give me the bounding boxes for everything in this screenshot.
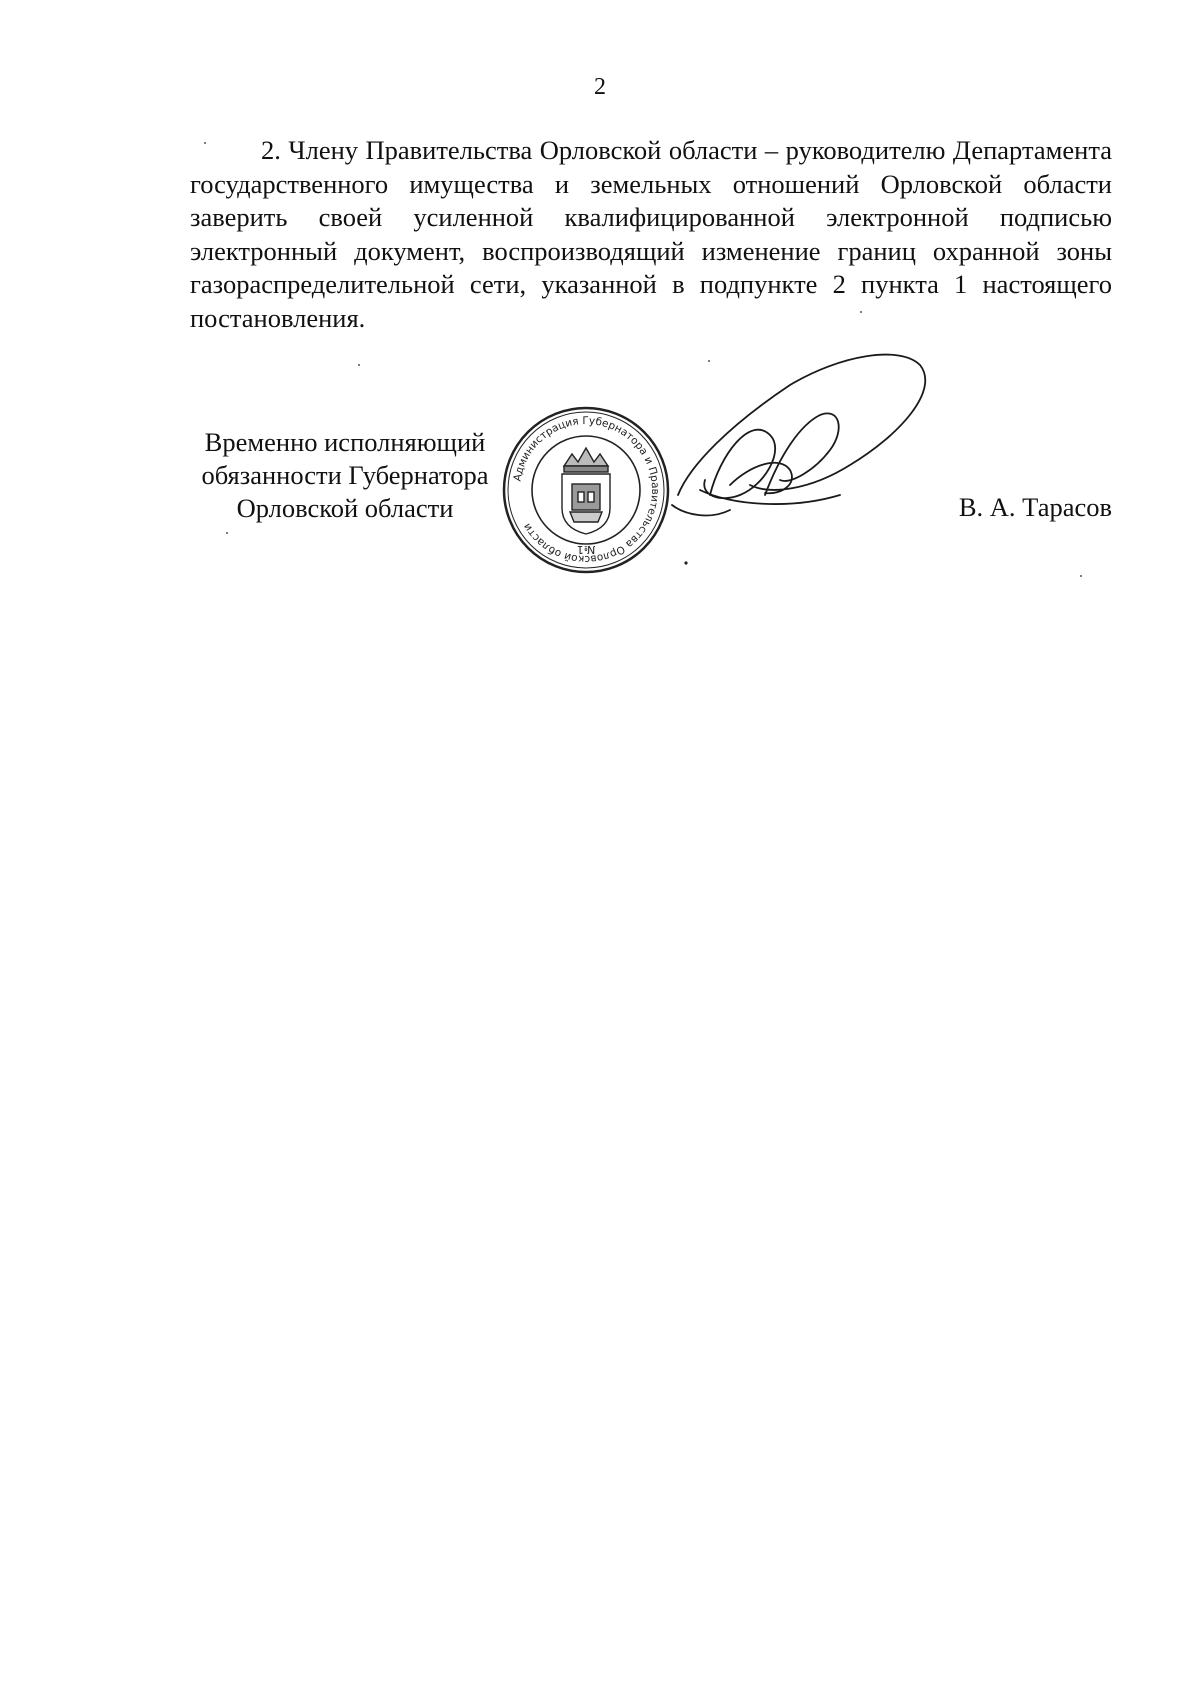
paragraph-text: 2. Члену Правительства Орловской области – руководителю Департамента государственного имущества и земельных отношений Орловской области заверить своей усиленной квалифицированной электронной подписью электронный документ, воспроизводящий изменение границ охранной зоны газораспределительной сети, указанной в подпункте 2 пункта 1 настоящего постановления. <box>190 135 1112 333</box>
seal-ring-text: Администрация Губернатора и Правительства Орловской области <box>511 414 662 566</box>
scan-speck <box>1080 575 1082 577</box>
seal-number: №1 <box>576 543 596 556</box>
position-line-2: обязанности Губернатора <box>201 460 489 490</box>
handwritten-signature <box>670 345 970 575</box>
coat-of-arms-icon <box>562 448 610 534</box>
scan-speck <box>358 364 360 366</box>
paragraph-2 <box>190 134 1112 336</box>
scan-speck <box>204 142 206 144</box>
signer-name: В. А. Тарасов <box>958 492 1112 522</box>
page-number: 2 <box>594 74 606 100</box>
scan-speck <box>708 360 710 362</box>
position-line-1: Временно исполняющий <box>204 427 486 457</box>
official-seal <box>500 404 672 576</box>
position-line-3: Орловской области <box>236 493 454 523</box>
scan-speck <box>860 311 862 313</box>
scan-speck <box>226 532 228 534</box>
signatory-position <box>180 426 510 525</box>
